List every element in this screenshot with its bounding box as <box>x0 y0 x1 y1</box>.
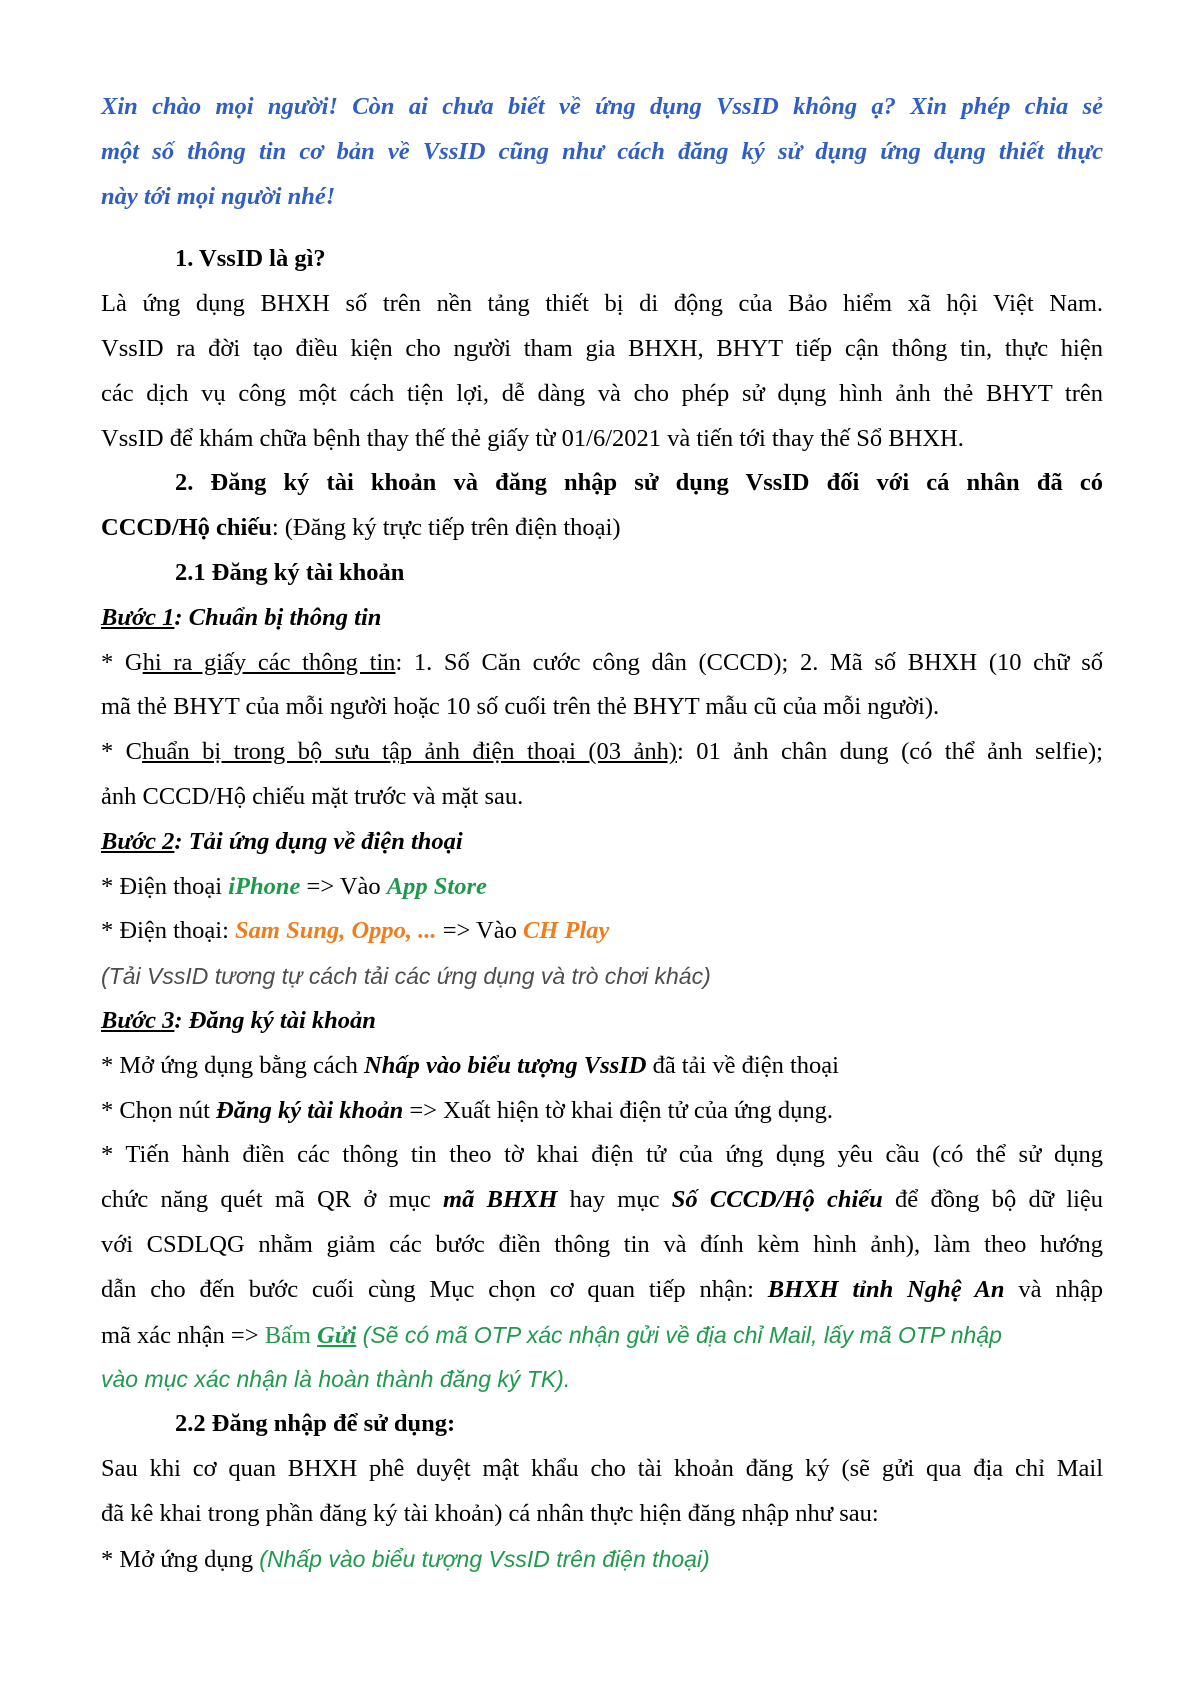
step-2-title: Tải ứng dụng về điện thoại <box>188 827 463 855</box>
step-3-line-2 <box>101 1089 1103 1134</box>
step-2-heading: Bước 2: Tải ứng dụng về điện thoại <box>101 827 463 855</box>
section-2-1-heading: 2.1 Đăng ký tài khoản <box>175 558 405 586</box>
step-1-bullet-1 <box>101 641 1103 686</box>
step-3-heading: Bước 3: Đăng ký tài khoản <box>101 1006 376 1034</box>
line-text: và nhập <box>1004 1275 1104 1303</box>
step-1-bullet-2-line-2: ảnh CCCD/Hộ chiếu mặt trước và mặt sau. <box>101 782 524 810</box>
step-2-android-line <box>101 909 1103 954</box>
bhxh-code-label: mã BHXH <box>443 1186 558 1214</box>
bullet-rest: : 1. Số Căn cước công dân (CCCD); 2. Mã số BHXH (10 chữ số <box>395 648 1103 676</box>
step-3-line-8: vào mục xác nhận là hoàn thành đăng ký TK). <box>101 1366 571 1393</box>
cccd-label: CCCD/Hộ chiếu <box>101 514 272 542</box>
step-1-title: Chuẩn bị thông tin <box>188 603 382 631</box>
step-3-line-1 <box>101 1044 1103 1089</box>
line-text: dẫn cho đến bước cuối cùng Mục chọn cơ quan tiếp nhận: <box>101 1275 768 1303</box>
step-3-line-4 <box>101 1178 1103 1223</box>
line-text: * Điện thoại: <box>101 917 236 945</box>
step-3-title: Đăng ký tài khoản <box>188 1006 376 1034</box>
step-2-iphone-line <box>101 865 1103 910</box>
agency-label: BHXH tỉnh Nghệ An <box>767 1275 1005 1303</box>
line-text: hay mục <box>557 1186 672 1214</box>
register-button-label: Đăng ký tài khoản <box>216 1096 404 1124</box>
line-text: => Xuất hiện tờ khai điện tử của ứng dụng. <box>403 1096 834 1124</box>
document-body <box>101 85 1103 1581</box>
line-text: => Vào <box>436 917 523 945</box>
section-1-line-4: VssID để khám chữa bệnh thay thế thẻ giấy từ 01/6/2021 và tiến tới thay thế Sổ BHXH. <box>101 424 964 452</box>
line-text: chức năng quét mã QR ở mục <box>101 1186 444 1214</box>
section-2-heading-line-2 <box>101 506 1103 551</box>
app-store-label: App Store <box>386 872 487 900</box>
spacer <box>101 219 1103 237</box>
step-3-line-6 <box>101 1268 1103 1313</box>
section-2-2-line-3 <box>101 1537 1103 1582</box>
bullet-rest: : 01 ảnh chân dung (có thể ảnh selfie); <box>676 738 1103 766</box>
section-2-heading: 2. Đăng ký tài khoản và đăng nhập sử dụng VssID đối với cá nhân đã có <box>175 469 1103 497</box>
step-1-bullet-1-line-2: mã thẻ BHYT của mỗi người hoặc 10 số cuối trên thẻ BHYT mẫu cũ của mỗi người). <box>101 693 940 721</box>
line-text: mã xác nhận => <box>101 1321 265 1349</box>
line-text: * Chọn nút <box>101 1096 217 1124</box>
line-text: => Vào <box>300 872 387 900</box>
line-text: * Mở ứng dụng <box>101 1545 260 1573</box>
step-3-label: Bước 3 <box>101 1006 175 1034</box>
open-app-note: (Nhấp vào biểu tượng VssID trên điện thoại) <box>259 1545 710 1572</box>
section-1-heading: 1. VssID là gì? <box>175 245 326 273</box>
bullet-underlined: huẩn bị trong bộ sưu tập ảnh điện thoại (03 ảnh) <box>142 738 677 766</box>
send-button-label: Gửi <box>317 1321 357 1349</box>
section-2-note: : (Đăng ký trực tiếp trên điện thoại) <box>271 514 621 542</box>
iphone-label: iPhone <box>228 872 301 900</box>
bullet-star: * G <box>101 648 143 676</box>
step-3-line-7 <box>101 1313 1103 1358</box>
vssid-icon-instruction: Nhấp vào biểu tượng VssID <box>364 1051 647 1079</box>
intro-line-1: Xin chào mọi người! Còn ai chưa biết về ứng dụng VssID không ạ? Xin phép chia sẻ <box>101 93 1103 120</box>
line-text: * Điện thoại <box>101 872 229 900</box>
android-phones-label: Sam Sung, Oppo, ... <box>235 917 437 945</box>
line-text: * Mở ứng dụng bằng cách <box>101 1051 365 1079</box>
line-text: đã tải về điện thoại <box>646 1051 839 1079</box>
section-2-2-line-1: Sau khi cơ quan BHXH phê duyệt mật khẩu cho tài khoản đăng ký (sẽ gửi qua địa chỉ Mail <box>101 1454 1103 1482</box>
section-1-line-3: các dịch vụ công một cách tiện lợi, dễ dàng và cho phép sử dụng hình ảnh thẻ BHYT trên <box>101 379 1103 407</box>
section-2-2-line-2: đã kê khai trong phần đăng ký tài khoản) cá nhân thực hiện đăng nhập như sau: <box>101 1499 879 1527</box>
otp-note: (Sẽ có mã OTP xác nhận gửi về địa chỉ Mail, lấy mã OTP nhập <box>356 1321 1002 1348</box>
step-1-heading: Bước 1: Chuẩn bị thông tin <box>101 603 382 631</box>
cccd-number-label: Số CCCD/Hộ chiếu <box>671 1186 883 1214</box>
step-3-line-3: * Tiến hành điền các thông tin theo tờ khai điện tử của ứng dụng yêu cầu (có thể sử dụng <box>101 1141 1103 1169</box>
bullet-star: * C <box>101 738 143 766</box>
intro-line-2: một số thông tin cơ bản về VssID cũng như cách đăng ký sử dụng ứng dụng thiết thực <box>101 137 1103 165</box>
section-1-line-2: VssID ra đời tạo điều kiện cho người tham gia BHXH, BHYT tiếp cận thông tin, thực hiện <box>101 334 1103 362</box>
step-1-bullet-2 <box>101 730 1103 775</box>
section-1-line-1: Là ứng dụng BHXH số trên nền tảng thiết bị di động của Bảo hiểm xã hội Việt Nam. <box>101 290 1103 318</box>
ch-play-label: CH Play <box>522 917 610 945</box>
line-text: để đồng bộ dữ liệu <box>882 1186 1103 1214</box>
press-label: Bấm <box>264 1321 318 1349</box>
step-2-label: Bước 2 <box>101 827 175 855</box>
bullet-underlined: hi ra giấy các thông tin <box>142 648 396 676</box>
intro-line-3: này tới mọi người nhé! <box>101 182 336 210</box>
section-2-2-heading: 2.2 Đăng nhập để sử dụng: <box>175 1410 456 1438</box>
step-1-label: Bước 1 <box>101 603 175 631</box>
step-2-note: (Tải VssID tương tự cách tải các ứng dụng và trò chơi khác) <box>101 963 711 990</box>
step-3-line-5: với CSDLQG nhằm giảm các bước điền thông tin và đính kèm hình ảnh), làm theo hướng <box>101 1230 1103 1258</box>
